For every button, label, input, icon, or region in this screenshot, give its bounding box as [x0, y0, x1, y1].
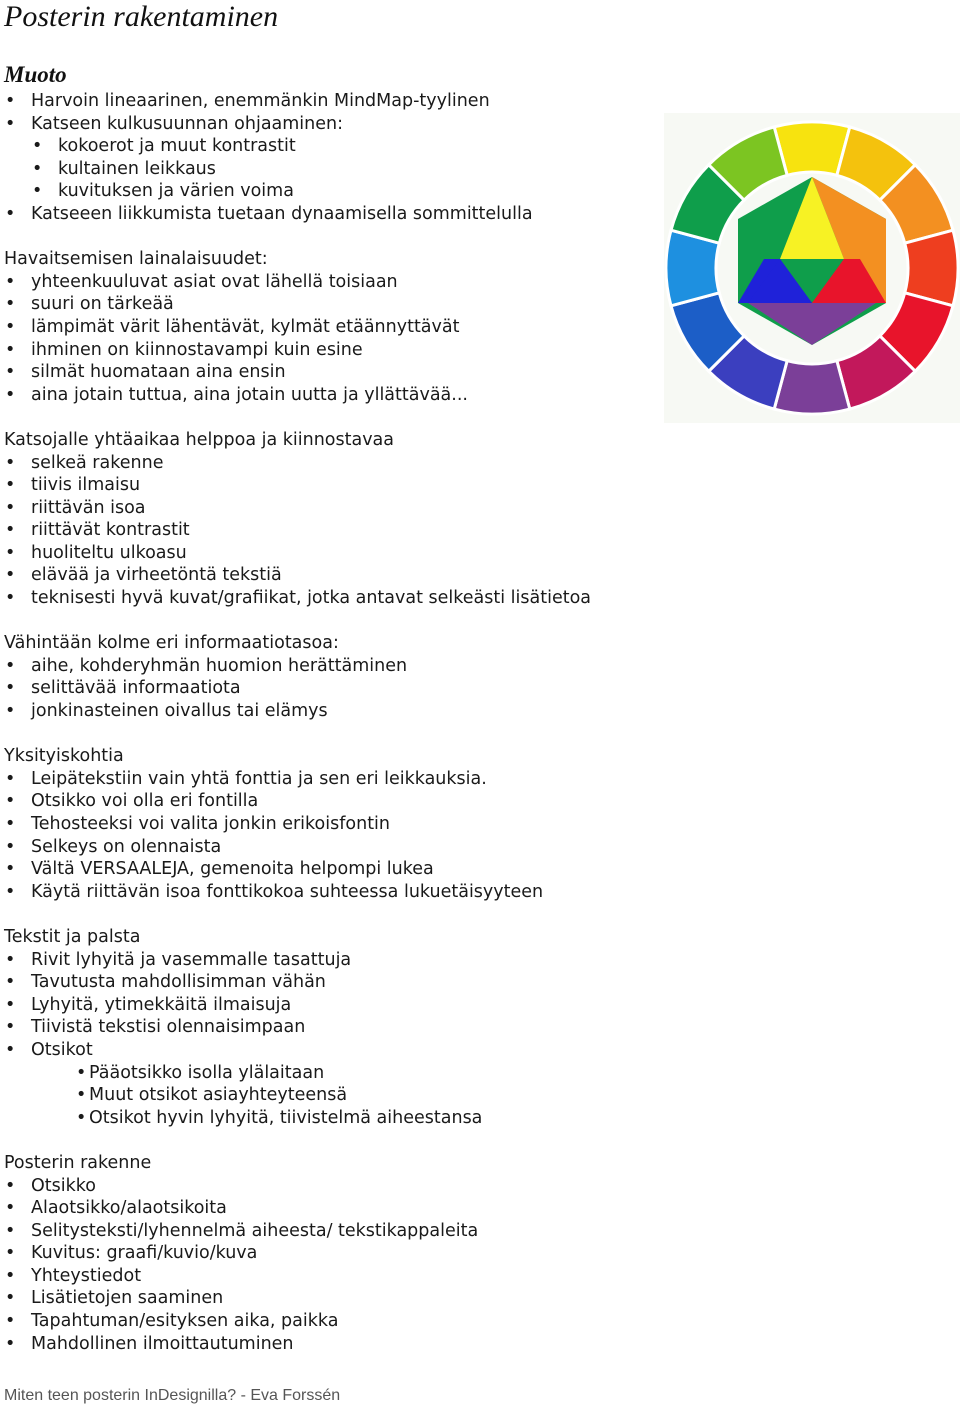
- list-item: • Selitysteksti/lyhennelmä aiheesta/ tekstikappaleita: [4, 1220, 664, 1243]
- list-item: • Otsikko voi olla eri fontilla: [4, 790, 664, 813]
- list-yksityiskohtia: [4, 768, 664, 904]
- list-item: • Yhteystiedot: [4, 1265, 664, 1288]
- list-item: • Vältä VERSAALEJA, gemenoita helpompi lukea: [4, 858, 664, 881]
- list-katsojalle: [4, 452, 664, 610]
- list-item: • Otsikot hyvin lyhyitä, tiivistelmä aiheestansa: [4, 1107, 664, 1130]
- heading-yksityiskohtia: Yksityiskohtia: [4, 746, 124, 767]
- heading-informaatiotasot: Vähintään kolme eri informaatiotasoa:: [4, 633, 339, 654]
- list-item: • Leipätekstiin vain yhtä fonttia ja sen eri leikkauksia.: [4, 768, 664, 791]
- list-rakenne: [4, 1175, 664, 1356]
- list-item: • silmät huomataan aina ensin: [4, 361, 664, 384]
- list-informaatiotasot: [4, 655, 664, 723]
- heading-havaitsemisen: Havaitsemisen lainalaisuudet:: [4, 249, 268, 270]
- list-item: • Tapahtuman/esityksen aika, paikka: [4, 1310, 664, 1333]
- list-item: • teknisesti hyvä kuvat/grafiikat, jotka antavat selkeästi lisätietoa: [4, 587, 664, 610]
- heading-tekstit: Tekstit ja palsta: [4, 926, 141, 947]
- list-item: • Käytä riittävän isoa fonttikokoa suhteessa lukuetäisyyteen: [4, 881, 664, 904]
- list-havaitsemisen: [4, 271, 664, 407]
- list-tekstit: [4, 949, 664, 1130]
- list-item: • Rivit lyhyitä ja vasemmalle tasattuja: [4, 949, 664, 972]
- list-item: • Mahdollinen ilmoittautuminen: [4, 1333, 664, 1356]
- list-item: • riittävät kontrastit: [4, 519, 664, 542]
- list-item: • Katseeen liikkumista tuetaan dynaamisella sommittelulla: [4, 203, 664, 226]
- page-title: Posterin rakentaminen: [4, 0, 279, 33]
- list-item: • Lyhyitä, ytimekkäitä ilmaisuja: [4, 994, 664, 1017]
- list-item: • Alaotsikko/alaotsikoita: [4, 1197, 664, 1220]
- list-item: • kultainen leikkaus: [4, 158, 664, 181]
- heading-rakenne: Posterin rakenne: [4, 1152, 152, 1173]
- list-item: • kokoerot ja muut kontrastit: [4, 135, 664, 158]
- content: [4, 90, 664, 1355]
- list-item: • aina jotain tuttua, aina jotain uutta ja yllättävää...: [4, 384, 664, 407]
- list-muoto: [4, 90, 664, 226]
- list-item: • Selkeys on olennaista: [4, 836, 664, 859]
- list-item: • lämpimät värit lähentävät, kylmät etäännyttävät: [4, 316, 664, 339]
- footer-credit: Miten teen posterin InDesignilla? - Eva Forssén: [4, 1387, 341, 1404]
- list-item: • Muut otsikot asiayhteyteensä: [4, 1084, 664, 1107]
- section-heading-muoto: Muoto: [4, 62, 67, 87]
- list-item: • riittävän isoa: [4, 497, 664, 520]
- list-item: • kuvituksen ja värien voima: [4, 180, 664, 203]
- list-item: • Kuvitus: graafi/kuvio/kuva: [4, 1242, 664, 1265]
- list-item: • Pääotsikko isolla ylälaitaan: [4, 1062, 664, 1085]
- list-item: • selittävää informaatiota: [4, 677, 664, 700]
- list-item: • yhteenkuuluvat asiat ovat lähellä toisiaan: [4, 271, 664, 294]
- list-item: • jonkinasteinen oivallus tai elämys: [4, 700, 664, 723]
- list-item: • Tiivistä tekstisi olennaisimpaan: [4, 1016, 664, 1039]
- list-item: • aihe, kohderyhmän huomion herättäminen: [4, 655, 664, 678]
- list-item: • Otsikot: [4, 1039, 664, 1062]
- list-item: • suuri on tärkeää: [4, 293, 664, 316]
- list-item: • huoliteltu ulkoasu: [4, 542, 664, 565]
- list-item: • Tehosteeksi voi valita jonkin erikoisfontin: [4, 813, 664, 836]
- list-item: • Tavutusta mahdollisimman vähän: [4, 971, 664, 994]
- color-wheel-image: [664, 113, 960, 423]
- list-item: • Otsikko: [4, 1175, 664, 1198]
- list-item: • selkeä rakenne: [4, 452, 664, 475]
- list-item: • ihminen on kiinnostavampi kuin esine: [4, 339, 664, 362]
- list-item: • Lisätietojen saaminen: [4, 1287, 664, 1310]
- list-item: • Harvoin lineaarinen, enemmänkin MindMap-tyylinen: [4, 90, 664, 113]
- list-item: • tiivis ilmaisu: [4, 474, 664, 497]
- list-item: • Katseen kulkusuunnan ohjaaminen:: [4, 113, 664, 136]
- list-item: • elävää ja virheetöntä tekstiä: [4, 564, 664, 587]
- heading-katsojalle: Katsojalle yhtäaikaa helppoa ja kiinnostavaa: [4, 429, 395, 450]
